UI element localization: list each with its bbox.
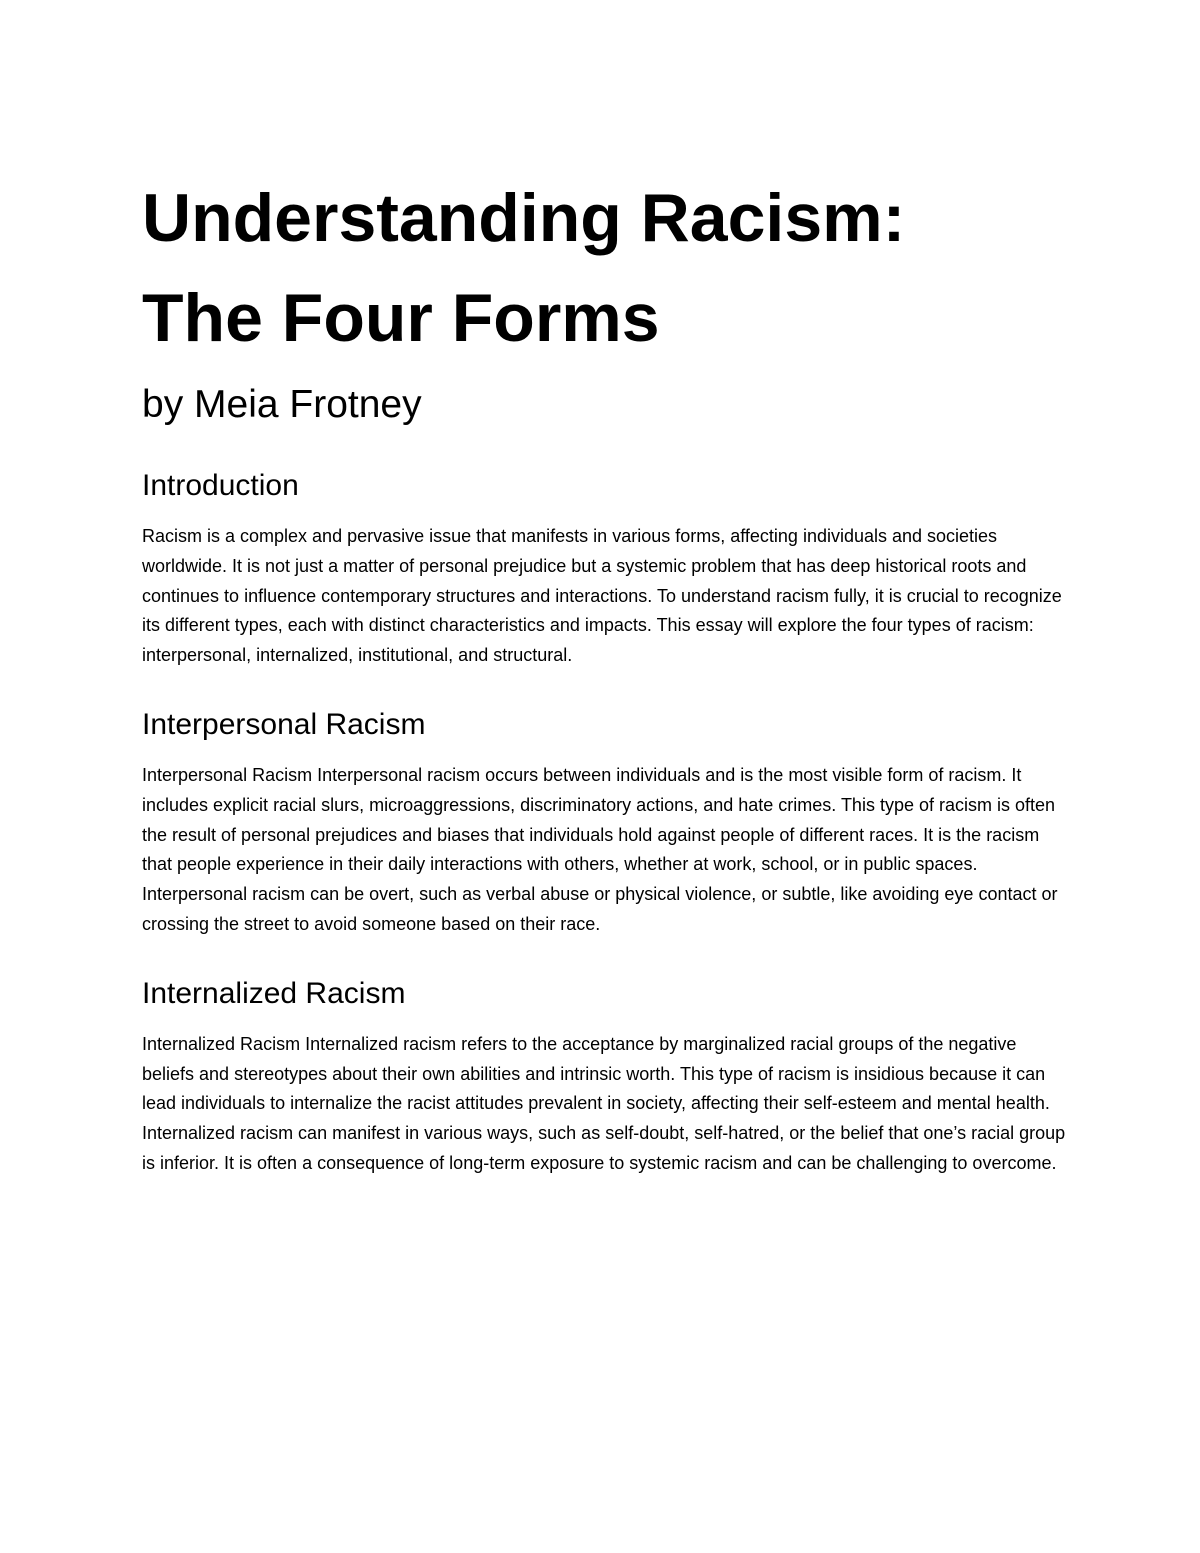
section-heading-interpersonal-racism: Interpersonal Racism [142, 707, 426, 741]
document-title [142, 168, 1072, 368]
title-line-1: Understanding Racism: [142, 180, 906, 256]
document-content [142, 168, 1072, 1179]
section-heading-internalized-racism: Internalized Racism [142, 976, 406, 1010]
section-heading-introduction: Introduction [142, 469, 299, 502]
title-line-2: The Four Forms [142, 280, 660, 356]
author-byline: by Meia Frotney [142, 383, 422, 426]
section-text-introduction: Racism is a complex and pervasive issue that manifests in various forms, affecting individuals and societies worldwide. It is not just a matter of personal prejudice but a systemic problem that has deep historical roots and continues to influence contemporary structures and interactions. To understand racism fully, it is crucial to recognize its different types, each with distinct characteristics and impacts. This essay will explore the four types of racism: interpersonal, internalized, institutional, and structural. [142, 526, 1062, 666]
section-text-internalized-racism: Internalized Racism Internalized racism refers to the acceptance by marginalized racial groups of the negative beliefs and stereotypes about their own abilities and intrinsic worth. This type of racism is insidious because it can lead individuals to internalize the racist attitudes prevalent in society, affecting their self-esteem and mental health. Internalized racism can manifest in various ways, such as self-doubt, self-hatred, or the belief that one’s racial group is inferior. It is often a consequence of long-term exposure to systemic racism and can be challenging to overcome. [142, 1033, 1066, 1173]
section-text-interpersonal-racism: Interpersonal Racism Interpersonal racism occurs between individuals and is the most visible form of racism. It includes explicit racial slurs, microaggressions, discriminatory actions, and hate crimes. This type of racism is often the result of personal prejudices and biases that individuals hold against people of different races. It is the racism that people experience in their daily interactions with others, whether at work, school, or in public spaces. Interpersonal racism can be overt, such as verbal abuse or physical violence, or subtle, like avoiding eye contact or crossing the street to avoid someone based on their race. [142, 764, 1058, 934]
